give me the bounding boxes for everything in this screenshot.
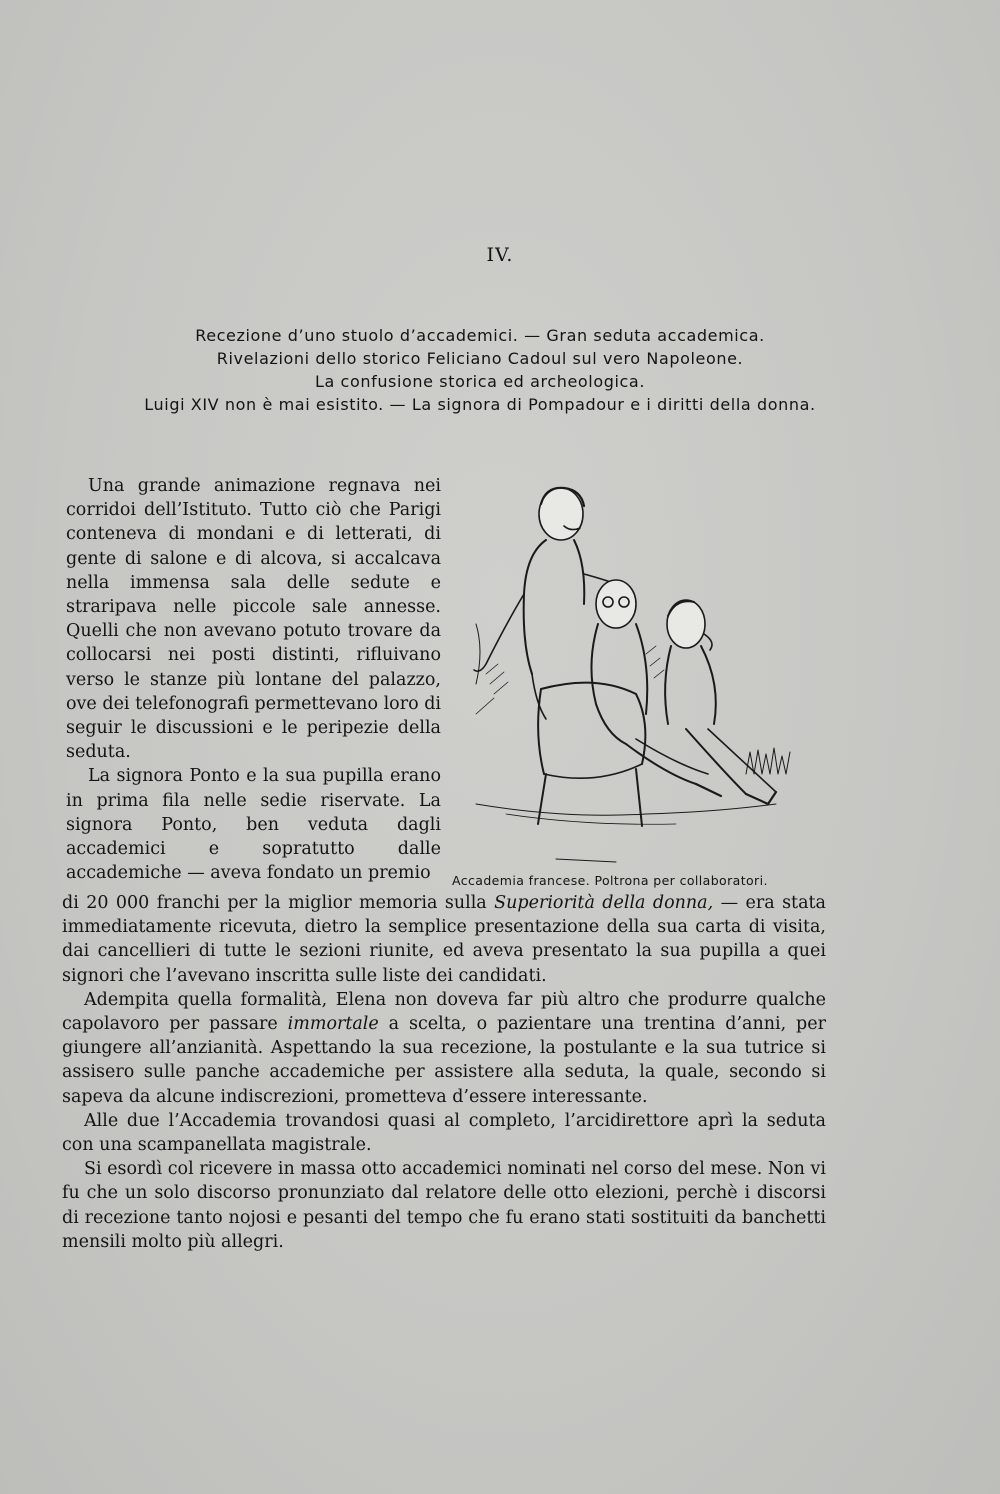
illustration: [446, 474, 826, 894]
text-segment: di 20 000 franchi per la miglior memoria sulla: [62, 893, 495, 913]
summary-line: Rivelazioni dello storico Feliciano Cadoul sul vero Napoleone.: [216, 349, 744, 368]
summary-line: Luigi XIV non è mai esistito. — La signora di Pompadour e i diritti della donna.: [144, 395, 816, 414]
paragraph: [62, 891, 826, 988]
column-text: [66, 474, 441, 885]
paragraph: [62, 988, 826, 1109]
summary-line: La confusione storica ed archeologica.: [314, 372, 646, 391]
text-segment: — era stata immediatamente ricevuta, dietro la semplice presentazione della sua carta di visita, dai cancellieri di tutte le sezioni riunite, ed aveva presentato la sua pupilla a quei signori che l’avevano inscritta sulle liste dei candidati.: [62, 893, 826, 986]
chapter-number: IV.: [486, 244, 514, 266]
figure-caption: Accademia francese. Poltrona per collaboratori.: [452, 873, 768, 888]
paragraph: Si esordì col ricevere in massa otto accademici nominati nel corso del mese. Non vi fu che un solo discorso pronunziato dal relatore delle otto elezioni, perchè i discorsi di recezione tanto nojosi e pesanti del tempo che fu erano stati sostituiti da banchetti mensili molto più allegri.: [62, 1159, 826, 1252]
body-text: [62, 891, 826, 1254]
emphasis-text: Superiorità della donna,: [494, 893, 714, 913]
paragraph: La signora Ponto e la sua pupilla erano in prima fila nelle sedie riservate. La signora Ponto, ben veduta dagli accademici e sopratutto dalle accademiche — aveva fondato un premio: [66, 766, 441, 884]
emphasis-text: immortale: [287, 1014, 379, 1035]
text-segment: a scelta, o pazientare una trentina d’anni, per giungere all’anzianità. Aspettando la sua recezione, la postulante e la sua tutrice si assisero sulle panche accademiche per assistere alla seduta, la quale, secondo si sapeva da alcune indiscrezioni, prometteva d’essere interessante.: [62, 1014, 826, 1107]
text-segment: Adempita quella formalità, Elena non doveva far più altro che produrre qualche capolavoro per passare: [62, 989, 826, 1035]
paragraph: Alle due l’Accademia trovandosi quasi al completo, l’arcidirettore aprì la seduta con una scampanellata magistrale.: [62, 1110, 826, 1156]
summary-line: Recezione d’uno stuolo d’accademici. — Gran seduta accademica.: [195, 326, 765, 345]
chapter-summary: [60, 324, 900, 416]
paragraph: Una grande animazione regnava nei corridoi dell’Istituto. Tutto ciò che Parigi conteneva di mondani e di letterati, di gente di salone e di alcova, si accalcava nella immensa sala delle sedute e straripava nelle piccole sale annesse. Quelli che non avevano potuto trovare da collocarsi nei posti distinti, rifluivano verso le stanze più lontane del palazzo, ove dei telefonografi permettevano loro di seguir le discussioni e le peripezie della seduta.: [66, 476, 441, 763]
academicians-illustration: [446, 474, 826, 874]
